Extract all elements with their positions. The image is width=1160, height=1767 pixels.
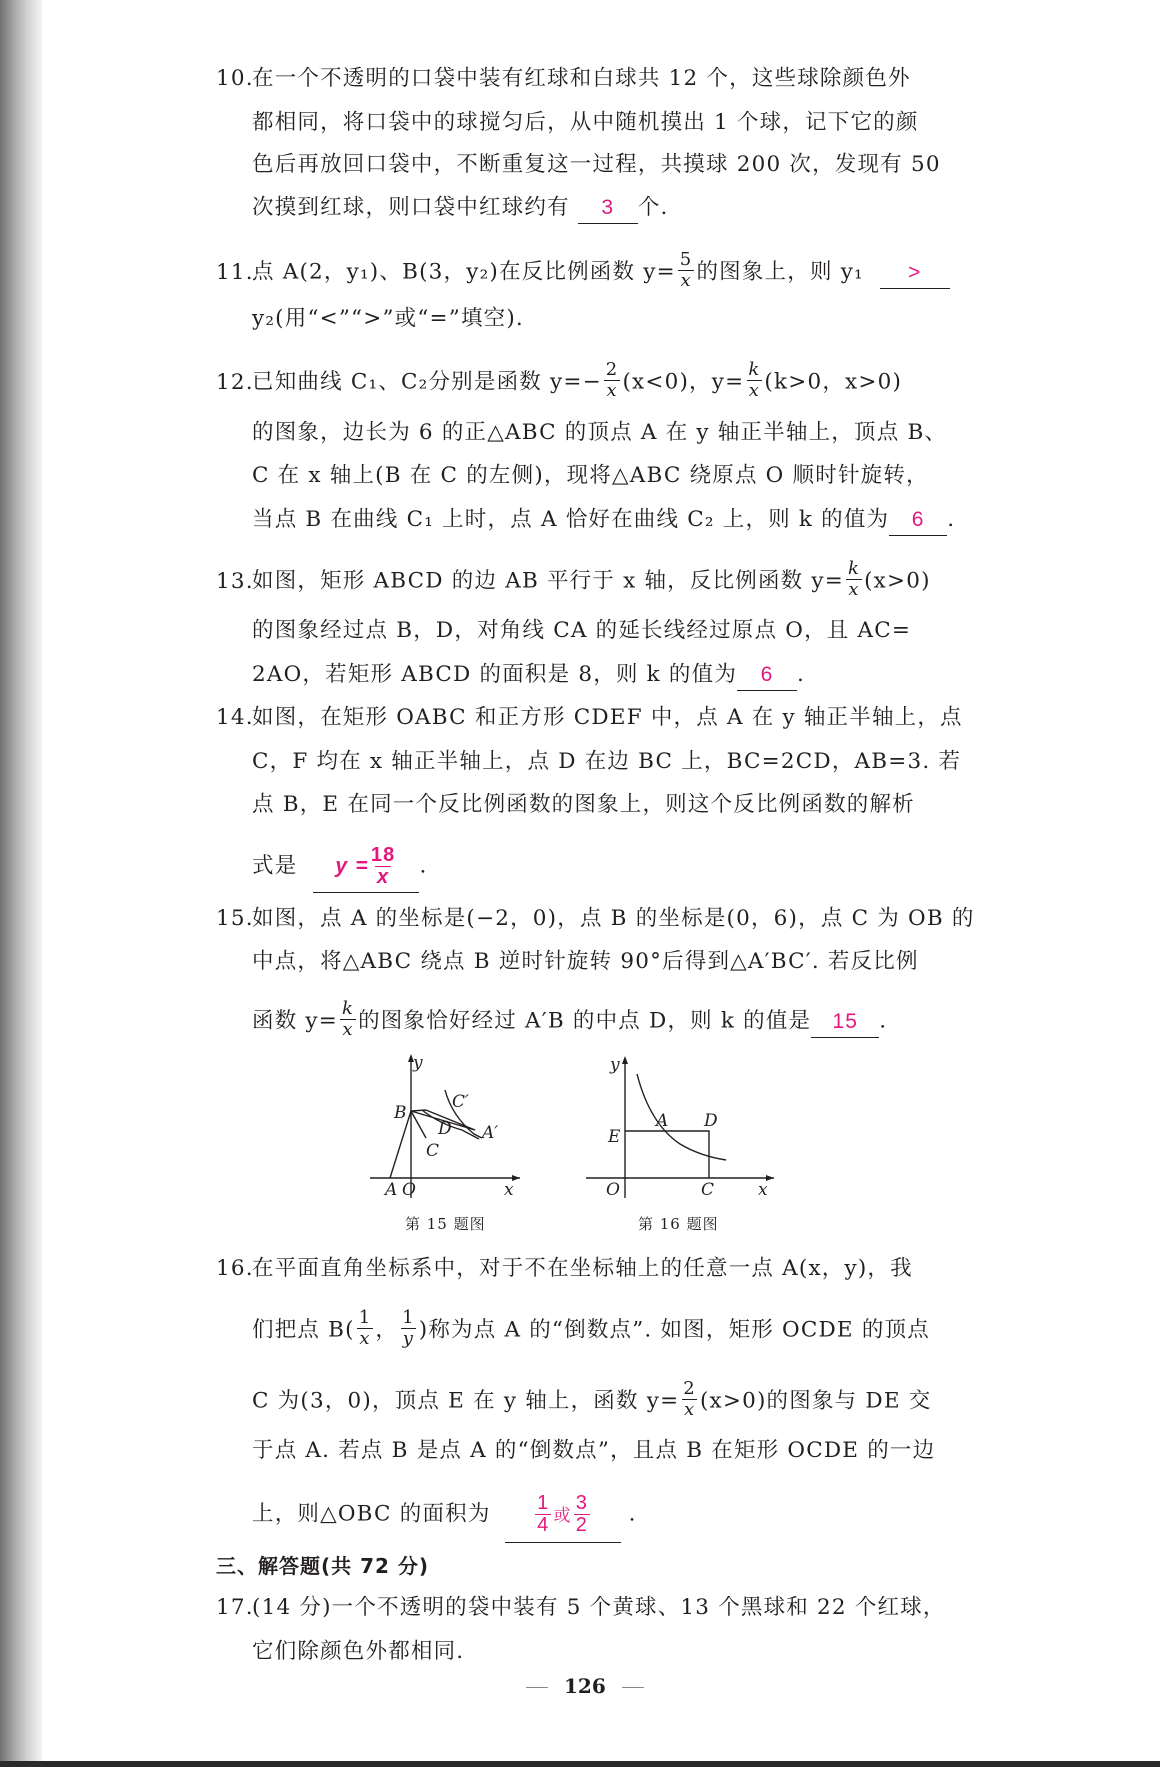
- q12-line-4: 当点 B 在曲线 C₁ 上时，点 A 恰好在曲线 C₂ 上，则 k 的值为 6 .: [252, 505, 955, 536]
- q15-answer: 15: [832, 1009, 859, 1033]
- svg-text:y: y: [413, 1053, 423, 1073]
- q14-line-4: 式是 y = $\frac{18}{x}$ .: [252, 845, 428, 893]
- q11-number: 11.: [216, 259, 254, 285]
- q16-fraction-1x: $\frac{1}{x}$: [358, 1307, 372, 1349]
- q15-number: 15.: [216, 906, 254, 931]
- q12-line-3: C 在 x 轴上(B 在 C 的左侧)，现将△ABC 绕原点 O 顺时针旋转，: [252, 463, 929, 488]
- svg-text:E: E: [608, 1127, 621, 1147]
- q16-line-5: 上，则△OBC 的面积为 $\frac{1}{4}$ 或 $\frac{3}{2}$ .: [252, 1493, 637, 1543]
- q13-answer-blank: [737, 660, 797, 691]
- q12-line-1: 12.已知曲线 C₁、C₂分别是函数 y=− $\frac{2}{x}$ (x<0)，y= $\frac{k}{x}$ (k>0，x>0): [216, 359, 903, 401]
- bottom-edge-bar: [0, 1761, 1160, 1767]
- figure-16: [580, 1052, 780, 1202]
- svg-text:O: O: [606, 1180, 620, 1200]
- fig15-caption: 第 15 题图: [405, 1215, 486, 1233]
- q13-fraction: $\frac{k}{x}$: [847, 558, 861, 600]
- q12-number: 12.: [216, 369, 254, 395]
- svg-text:A′: A′: [482, 1123, 499, 1143]
- q13-line-1: 13.如图，矩形 ABCD 的边 AB 平行于 x 轴，反比例函数 y= $\frac{k}{x}$ (x>0): [216, 558, 931, 600]
- q15-answer-blank: [811, 1007, 879, 1038]
- q16-answer-fraction-2: $\frac{3}{2}$: [575, 1492, 589, 1536]
- q14-number: 14.: [216, 705, 254, 730]
- q10-line-1: 10.在一个不透明的口袋中装有红球和白球共 12 个，这些球除颜色外: [216, 64, 911, 94]
- page-footer: [510, 1674, 660, 1698]
- q12-fraction-2: $\frac{k}{x}$: [748, 359, 761, 401]
- q17-line-2: 它们除颜色外都相同.: [252, 1639, 465, 1664]
- q11-line-2: y₂(用“<”“>”或“=”填空).: [252, 306, 524, 331]
- q16-answer-fraction-1: $\frac{1}{4}$: [537, 1492, 550, 1536]
- svg-text:x: x: [758, 1180, 768, 1200]
- q16-line-3: C 为(3，0)，顶点 E 在 y 轴上，函数 y= $\frac{2}{x}$ (x>0)的图象与 DE 交: [252, 1378, 932, 1420]
- q12-answer: 6: [911, 508, 925, 531]
- q17-line-1: 17.(14 分)一个不透明的袋中装有 5 个黄球、13 个黑球和 22 个红球，: [216, 1593, 946, 1623]
- q14-line-2: C，F 均在 x 轴正半轴上，点 D 在边 BC 上，BC=2CD，AB=3. 若: [252, 749, 962, 774]
- q12-answer-blank: [889, 505, 947, 536]
- q10-line-3: 色后再放回口袋中，不断重复这一过程，共摸球 200 次，发现有 50: [252, 152, 941, 177]
- q14-line-1: 14.如图，在矩形 OABC 和正方形 CDEF 中，点 A 在 y 轴正半轴上，点: [216, 703, 963, 733]
- q17-number: 17.: [216, 1595, 254, 1620]
- q13-answer: 6: [760, 663, 774, 686]
- figure-15: [370, 1050, 530, 1200]
- q14-line-3: 点 B，E 在同一个反比例函数的图象上，则这个反比例函数的解析: [252, 792, 915, 817]
- q12-line-2: 的图象，边长为 6 的正△ABC 的顶点 A 在 y 轴正半轴上，顶点 B、: [252, 420, 948, 445]
- q11-answer-blank: [880, 258, 950, 289]
- q15-line-1: 15.如图，点 A 的坐标是(−2，0)，点 B 的坐标是(0，6)，点 C 为 OB 的: [216, 904, 975, 934]
- q10-number: 10.: [216, 66, 254, 91]
- q16-line-4: 于点 A. 若点 B 是点 A 的“倒数点”，且点 B 在矩形 OCDE 的一边: [252, 1438, 936, 1463]
- q16-line-1: 16.在平面直角坐标系中，对于不在坐标轴上的任意一点 A(x，y)，我: [216, 1254, 913, 1284]
- q15-fraction: $\frac{k}{x}$: [342, 998, 355, 1040]
- q16-fraction-2x: $\frac{2}{x}$: [683, 1378, 696, 1420]
- q15-line-2: 中点，将△ABC 绕点 B 逆时针旋转 90°后得到△A′BC′. 若反比例: [252, 949, 919, 974]
- q11-answer: >: [908, 260, 922, 284]
- svg-text:D: D: [438, 1119, 452, 1139]
- q14-answer-blank: y = $\frac{18}{x}$: [313, 845, 419, 893]
- svg-text:O: O: [402, 1180, 416, 1200]
- svg-text:D: D: [704, 1111, 718, 1131]
- q16-fraction-1y: $\frac{1}{y}$: [402, 1307, 415, 1349]
- q10-answer-blank: [578, 193, 638, 224]
- q13-number: 13.: [216, 568, 254, 594]
- q11-fraction: $\frac{5}{x}$: [679, 249, 693, 291]
- section-3-heading: 三、解答题(共 72 分): [216, 1554, 430, 1578]
- q16-line-2: 们把点 B( $\frac{1}{x}$ ， $\frac{1}{y}$ )称为点 A 的“倒数点”. 如图，矩形 OCDE 的顶点: [252, 1307, 930, 1349]
- svg-text:C′: C′: [452, 1092, 469, 1112]
- svg-text:A: A: [385, 1180, 398, 1200]
- q15-line-3: 函数 y= $\frac{k}{x}$ 的图象恰好经过 A′B 的中点 D，则 k 的值是 15 .: [252, 998, 888, 1040]
- q11-line-1: 11.点 A(2，y₁)、B(3，y₂)在反比例函数 y= $\frac{5}{x}$ 的图象上，则 y₁ >: [216, 252, 950, 293]
- q10-answer: 3: [601, 196, 615, 219]
- q14-answer-fraction: $\frac{18}{x}$: [370, 844, 396, 888]
- page-number: 126: [564, 1674, 606, 1698]
- fig16-caption: 第 16 题图: [638, 1215, 719, 1233]
- fig16-rect-ocde: [625, 1131, 709, 1178]
- svg-text:B: B: [394, 1103, 407, 1123]
- q16-number: 16.: [216, 1256, 254, 1281]
- svg-text:C: C: [426, 1141, 440, 1161]
- svg-text:y: y: [610, 1055, 620, 1075]
- q13-line-3: 2AO，若矩形 ABCD 的面积是 8，则 k 的值为 6 .: [252, 660, 805, 691]
- q13-line-2: 的图象经过点 B，D，对角线 CA 的延长线经过原点 O，且 AC=: [252, 618, 912, 643]
- q16-answer-blank: $\frac{1}{4}$ 或 $\frac{3}{2}$: [505, 1493, 621, 1543]
- q10-line-2: 都相同，将口袋中的球搅匀后，从中随机摸出 1 个球，记下它的颜: [252, 110, 919, 135]
- q10-line-4: 次摸到红球，则口袋中红球约有 3 个.: [252, 193, 669, 224]
- svg-text:x: x: [504, 1180, 514, 1200]
- svg-text:C: C: [701, 1180, 715, 1200]
- q12-fraction-1: $\frac{2}{x}$: [605, 359, 619, 401]
- svg-text:A: A: [656, 1111, 669, 1131]
